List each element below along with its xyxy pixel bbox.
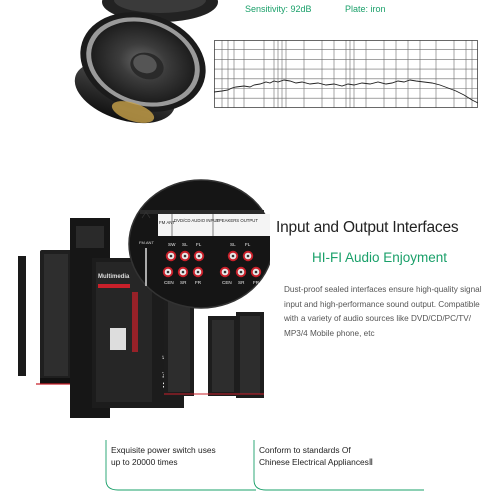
rca-jack-pin-4 <box>247 255 250 258</box>
rca-jack-pin-0 <box>170 255 173 258</box>
rca-jack-pin-9 <box>240 271 243 274</box>
feature-standards: Conform to standards Of Chinese Electrical AppliancesⅡ <box>259 445 373 467</box>
rca-jack-pin-10 <box>255 271 258 274</box>
jack-label-fl-out: FL <box>245 242 251 247</box>
speakers-output-label: SPEAKERS OUTPUT <box>216 218 259 223</box>
jack-label-fr-out: FR <box>253 280 260 285</box>
rca-jack-pin-7 <box>197 271 200 274</box>
jack-label-fr: FR <box>195 280 202 285</box>
rca-jack-pin-6 <box>182 271 185 274</box>
rca-jack-pin-3 <box>232 255 235 258</box>
rca-jack-pin-2 <box>198 255 201 258</box>
speaker-driver-image <box>55 0 235 140</box>
jack-label-cen-out: CEN <box>222 280 232 285</box>
rca-jack-pin-5 <box>167 271 170 274</box>
jack-label-sl-out: SL <box>230 242 236 247</box>
speaker-system-image <box>18 178 270 423</box>
jack-label-sr-out: SR <box>238 280 245 285</box>
rca-jack-pin-1 <box>184 255 187 258</box>
brand-label-top: Multimedia <box>98 274 130 280</box>
rca-jack-pin-8 <box>224 271 227 274</box>
feature-power-switch: Exquisite power switch uses up to 20000 times <box>111 445 216 467</box>
jack-label-sl: SL <box>182 242 188 247</box>
jack-label-cen: CEN <box>164 280 174 285</box>
section-title: Input and Output Interfaces <box>276 219 459 236</box>
jack-label-sr: SR <box>180 280 187 285</box>
section-subtitle: HI-FI Audio Enjoyment <box>312 250 448 265</box>
section-description: Dust-proof sealed interfaces ensure high-quality signal input and high-performance sound output. Compatible with a variety of audio sources like DVD/CD/PC/TV/ MP3/4 Mobile phone, etc <box>284 285 482 338</box>
jack-label-sw: SW <box>168 242 176 247</box>
frequency-response-graph <box>214 40 478 108</box>
sensitivity-spec: Sensitivity: 92dB <box>245 4 312 14</box>
plate-spec: Plate: iron <box>345 4 386 14</box>
fm-ant-label: FM ANT <box>159 220 176 225</box>
dvd-input-label: DVD/CD AUDIO INPUT <box>174 218 220 223</box>
fm-ant-jack-label: FM.ANT <box>139 240 154 245</box>
jack-label-fl: FL <box>196 242 202 247</box>
